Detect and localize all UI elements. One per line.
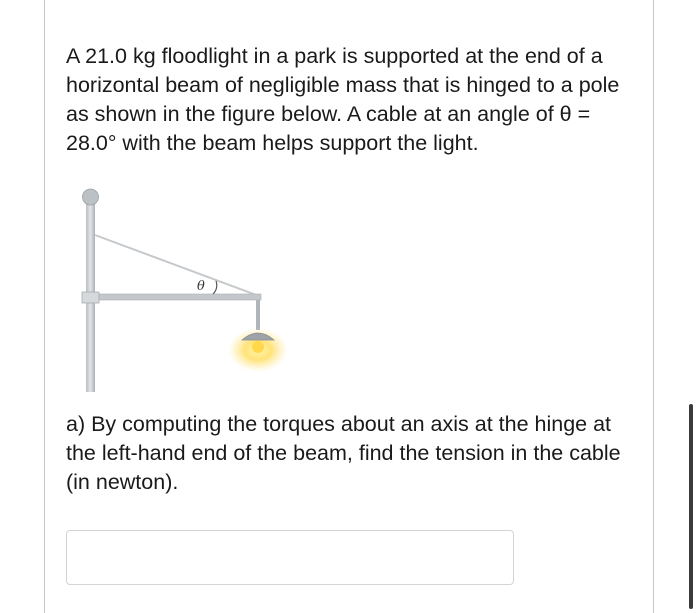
angle-arc xyxy=(213,281,217,294)
beam xyxy=(95,294,261,300)
cable xyxy=(95,235,259,296)
pole-cap xyxy=(83,189,99,205)
question-text: A 21.0 kg floodlight in a park is supported at the end of a horizontal beam of negligible mass that is hinged to a pole as shown in the figure below. A cable at an angle of θ = 28.0° with the beam helps support the light. xyxy=(66,44,620,155)
question-card xyxy=(44,0,654,613)
part-a-text: a) By computing the torques about an axis at the hinge at the left-hand end of the beam, find the tension in the cable (in newton). xyxy=(66,412,621,494)
answer-input[interactable] xyxy=(66,530,514,585)
lamp-bulb xyxy=(252,341,264,353)
hinge xyxy=(82,292,99,303)
lamp-rod xyxy=(256,300,260,330)
floodlight-figure xyxy=(73,180,293,400)
scrollbar[interactable] xyxy=(689,404,693,609)
theta-label: θ xyxy=(197,279,205,294)
floodlight-diagram xyxy=(73,180,293,400)
